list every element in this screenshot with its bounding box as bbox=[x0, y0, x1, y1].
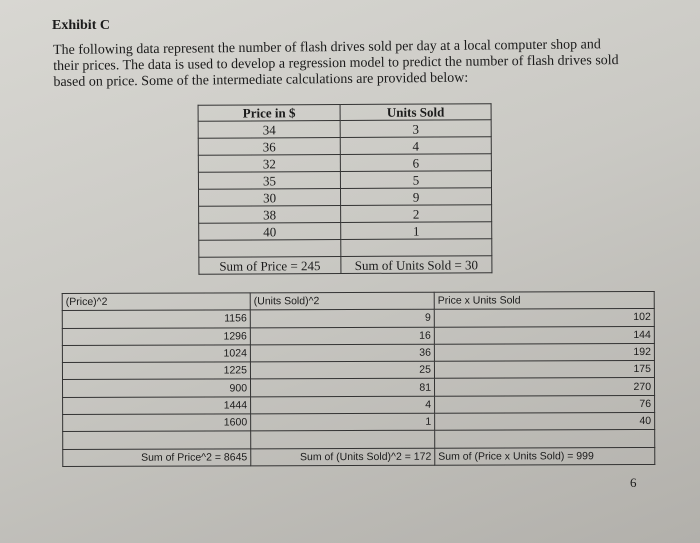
table-row bbox=[62, 343, 654, 362]
cell: 1600 bbox=[63, 414, 251, 432]
cell: 9 bbox=[340, 188, 491, 206]
header-units-squared: (Units Sold)^2 bbox=[250, 292, 434, 310]
cell: 36 bbox=[250, 344, 434, 362]
table-row bbox=[198, 137, 491, 156]
table-row bbox=[63, 413, 655, 432]
cell: 4 bbox=[251, 396, 435, 414]
header-price-squared: (Price)^2 bbox=[62, 293, 250, 311]
table-row bbox=[199, 222, 492, 241]
cell: 40 bbox=[199, 223, 341, 241]
cell: 1296 bbox=[62, 327, 250, 345]
header-units: Units Sold bbox=[340, 104, 491, 121]
header-price-x-units: Price x Units Sold bbox=[434, 291, 654, 309]
cell: 270 bbox=[434, 378, 654, 396]
empty-cell bbox=[341, 239, 492, 257]
cell: 32 bbox=[198, 155, 340, 173]
cell: 6 bbox=[340, 154, 491, 172]
cell: 9 bbox=[250, 310, 434, 328]
cell: 144 bbox=[434, 326, 654, 344]
price-units-table bbox=[198, 103, 493, 275]
table-row bbox=[198, 154, 491, 173]
cell: 1225 bbox=[62, 362, 250, 380]
cell: 30 bbox=[198, 189, 340, 207]
cell: 1 bbox=[341, 222, 492, 240]
empty-cell bbox=[199, 240, 341, 258]
cell: 900 bbox=[63, 379, 251, 397]
table-row bbox=[62, 309, 654, 328]
cell: 192 bbox=[434, 343, 654, 361]
empty-cell bbox=[63, 431, 251, 449]
empty-cell bbox=[251, 431, 435, 449]
cell: 2 bbox=[341, 205, 492, 223]
cell: 4 bbox=[340, 137, 491, 155]
cell: 34 bbox=[198, 121, 340, 139]
cell: 81 bbox=[251, 379, 435, 397]
cell: 1444 bbox=[63, 397, 251, 415]
table-row bbox=[198, 120, 491, 139]
cell: 175 bbox=[434, 361, 654, 379]
cell: 16 bbox=[250, 327, 434, 345]
cell: 1024 bbox=[62, 345, 250, 363]
empty-cell bbox=[435, 430, 655, 448]
sum-row bbox=[199, 256, 492, 275]
page-number: 6 bbox=[630, 475, 637, 490]
table-row bbox=[198, 171, 491, 190]
cell: 3 bbox=[340, 120, 491, 138]
exhibit-title: Exhibit C bbox=[52, 18, 110, 33]
sum-cell: Sum of (Units Sold)^2 = 172 bbox=[251, 448, 435, 466]
cell: 76 bbox=[435, 395, 655, 413]
empty-row bbox=[63, 430, 655, 449]
cell: 38 bbox=[199, 206, 341, 224]
sum-row bbox=[63, 447, 655, 466]
sum-cell: Sum of Units Sold = 30 bbox=[341, 256, 492, 274]
table-row bbox=[199, 205, 492, 224]
cell: 25 bbox=[250, 361, 434, 379]
table-row bbox=[62, 361, 654, 380]
sum-cell: Sum of Price = 245 bbox=[199, 257, 341, 275]
cell: 35 bbox=[198, 172, 340, 190]
cell: 1156 bbox=[62, 310, 250, 328]
table-row bbox=[63, 378, 655, 397]
table-row bbox=[62, 326, 654, 345]
table-row bbox=[198, 188, 491, 207]
cell: 40 bbox=[435, 413, 655, 431]
intermediate-calculations-table bbox=[62, 291, 656, 467]
cell: 5 bbox=[340, 171, 491, 189]
header-price: Price in $ bbox=[198, 105, 340, 122]
cell: 102 bbox=[434, 309, 654, 327]
cell: 36 bbox=[198, 138, 340, 156]
table-row bbox=[63, 395, 655, 414]
empty-row bbox=[199, 239, 492, 258]
sum-cell: Sum of Price^2 = 8645 bbox=[63, 449, 251, 467]
cell: 1 bbox=[251, 413, 435, 431]
sum-cell: Sum of (Price x Units Sold) = 999 bbox=[435, 447, 655, 465]
intro-paragraph: The following data represent the number of flash drives sold per day at a local computer shop and their prices. The data is used to develop a regression model to predict the number of flash drives sold based on price. Some of the intermediate calculations are provided below: bbox=[53, 37, 619, 90]
